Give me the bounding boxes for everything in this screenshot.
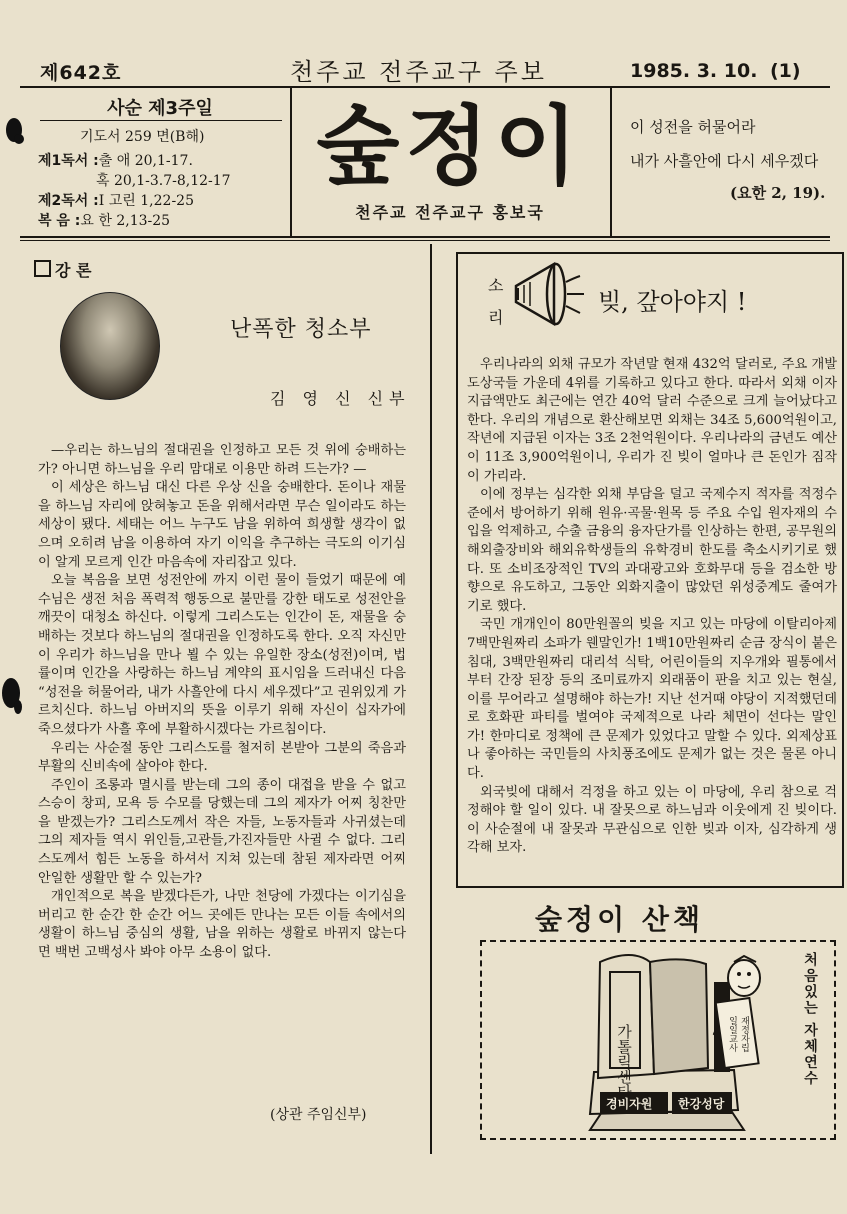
column-label-top: 소: [488, 276, 504, 295]
ink-blot: [14, 700, 22, 714]
column-label: [488, 270, 503, 334]
quote-line-2: 내가 사흘안에 다시 세우겠다: [630, 152, 819, 170]
column-paragraph: 우리나라의 외채 규모가 작년말 현재 432억 달러로, 주요 개발도상국들 가운데 4위를 기록하고 있다고 한다. 따라서 외채 이자 지급액만도 최근에는 연간 40억 달러 수준으로 크게 늘어났다고 한다. 우리의 개념으로 환산해보면 외채는 34조 5,600억원이고, 작년에 지급된 이자는 3조 2천억원이다. 우리나라의 금년도 예산이 11조 3,900억원이니, 우리가 진 빚이 얼마나 큰 돈인가 짐작이 가리라.: [467, 357, 837, 484]
editorial-paragraph: 오늘 복음을 보면 성전안에 까지 이런 물이 들었기 때문에 예수님은 생전 처음 폭력적 행동으로 불만를 강한 태도로 성전안을 깨끗이 대청소 하신다. 이렇게 그리스도는 인간이 돈, 재물을 숭배하는 것보다 하느님의 절대권을 인정하도록 한다. 오직 자신만이 우리가 하느님을 만나 뵐 수 있는 유일한 장소(성전)이며, 법률이며 인간을 사랑하는 하느님 계약의 표시임을 드러내신 다음 “성전을 허물어라, 내가 사흘안에 다시 세우겠다”고 권위있게 가르치신다. 하느님 아버지의 뜻을 이루기 위해 자신이 십자가에 죽으셨다가 사흘 후에 부활하시겠다는 가르침이다.: [38, 573, 406, 737]
header-bottom-rule-thin: [20, 240, 830, 241]
issue-date: 1985. 3. 10.: [630, 60, 758, 82]
column-body: [467, 356, 837, 858]
column-paragraph: 국민 개개인이 80만원꼴의 빚을 지고 있는 마당에 이탈리아제 7백만원짜리 소파가 웬말인가! 1백10만원짜리 순금 장식이 붙은 침대, 3백만원짜리 대리석 식탁, 어린이들의 지우개와 필통에서부터 간장 된장 등의 조미료까지 외래품이 판을 치고 있는 현실, 이를 무어라고 설명해야 하는가! 지난 선거때 야당이 지적했던데로 호화판 파티를 벌여야 국제적으로 나라 체면이 선다는 말인가! 한마디로 정책에 큰 문제가 있었다고 말할 수 있다. 외제상표나 좋아하는 국민들의 사치풍조에도 문제가 없는 것은 물론 아니다.: [467, 617, 837, 782]
column-paragraph: 외국빚에 대해서 걱정을 하고 있는 이 마당에, 우리 참으로 걱정해야 할 일이 있다. 내 잘못으로 하느님과 이웃에게 진 빚이다. 이 사순절에 내 잘못과 무관심으로 인한 빚과 이자, 심각하게 생각해 보자.: [467, 784, 837, 856]
gospel-reading: [38, 210, 288, 230]
quote-separator: [610, 88, 612, 236]
editorial-paragraph: 우리는 사순절 동안 그리스도를 철저히 본받아 그분의 죽음과 부활의 신비속에 살아야 한다.: [38, 740, 406, 775]
cartoon-illustration: [482, 942, 830, 1134]
section-label: 강 론: [55, 261, 92, 280]
editorial-paragraph: —우리는 하느님의 절대권을 인정하고 모든 것 위에 숭배하는가? 아니면 하느님을 우리 맘대로 이용만 하려 드는가? —: [38, 443, 406, 477]
placard-text-2: 재정자립: [739, 1016, 749, 1052]
quote-reference: (요한 2, 19).: [730, 184, 826, 202]
prayer-book: 기도서 259 면(B해): [80, 129, 205, 145]
second-reading-ref: I 고린 1,22-25: [98, 193, 194, 209]
quote-line-1: 이 성전을 허물어라: [630, 118, 756, 136]
cartoon-section-title: 숲정이 산책: [535, 903, 704, 936]
gospel-ref: 요 한 2,13-25: [80, 213, 171, 229]
publisher-subtitle: 천주교 전주교구 홍보국: [355, 203, 545, 222]
first-reading-ref: 출 애 20,1-17.: [98, 153, 193, 169]
editorial-byline: 김 영 신 신부: [270, 389, 411, 408]
booth-sign: 가톨릭센타: [615, 1024, 633, 1099]
box-icon: [34, 260, 51, 277]
liturgical-sunday: 사순 제3주일: [107, 98, 213, 119]
masthead-rule: [20, 86, 830, 88]
first-reading: [38, 150, 288, 170]
placard-text: 일일교사: [727, 1016, 737, 1052]
readings-block: [38, 126, 288, 230]
base-label-left: 경비자원: [606, 1097, 653, 1111]
editorial-title: 난폭한 청소부: [230, 317, 372, 342]
column-title: 빚, 갚아야지 !: [598, 288, 747, 316]
editorial-paragraph: 개인적으로 복을 받겠다든가, 나만 천당에 가겠다는 이기심을 버리고 한 순간 한 순간 어느 곳에든 만나는 모든 이들 속에서의 생활이 하느님 중심의 생활, 남을 위하는 생활로 바뀌지 않는다면 백번 고백성사 봐야 아무 소용이 없다.: [38, 889, 406, 961]
header-bottom-rule: [20, 236, 830, 238]
megaphone-icon: [510, 258, 590, 330]
editorial-paragraph: 이 세상은 하느님 대신 다른 우상 신을 숭배한다. 돈이나 재물을 하느님 자리에 앉혀놓고 돈을 위해서라면 무슨 일이라도 하는 세상이 됐다. 세태는 어느 누구도 남을 위하여 희생할 생각이 없으며 오히려 남을 이용하여 자기 이익을 추구하는 극도의 이기심이 알게 모르게 인간 마음속에 자리잡고 있다.: [38, 480, 406, 570]
readings-separator: [290, 88, 292, 236]
first-reading-alt: 혹 20,1-3.7-8,12-17: [96, 173, 231, 189]
second-reading-label: 제2독서 :: [38, 193, 99, 209]
publication-name: 천주교 전주교구 주보: [290, 58, 547, 86]
editorial-paragraph: 주인이 조롱과 멸시를 받는데 그의 종이 대접을 받을 수 없고 스승이 창피, 모욕 등 수모를 당했는데 그의 제자가 어찌 칭찬만을 받겠는가? 그리스도께서 작은 자들, 노동자들과 사귀셨는데 그의 제자들 역시 위인들,고관들,가진자들만 사귈 수 없다. 그리스도께서 힘든 노동을 하셔서 지쳐 있는데 참된 제자라면 어찌 안일한 생활만 할 수 있는가?: [38, 777, 406, 886]
author-photo: [60, 292, 160, 400]
column-paragraph: 이에 정부는 심각한 외채 부담을 덜고 국제수지 적자를 적정수준에서 방어하기 위해 원유·곡물·원목 등 주요 수입 원자재의 수입을 억제하고, 수출 금융의 융자단가를 인상하는 한편, 공무원의 해외출장비와 해외유학생들의 유학경비 한도를 축소시키기로 했다. 또 소비조장적인 TV의 과대광고와 호화무대 등을 검소한 방향으로 유도하고, 그동안 외화지출이 많았던 위성중계도 줄여가기로 했다.: [467, 487, 837, 614]
page-number: (1): [770, 60, 801, 82]
column-label-bottom: 리: [488, 308, 504, 327]
readings-divider: [40, 120, 282, 121]
ink-blot: [14, 134, 24, 144]
gospel-label: 복 음 :: [38, 213, 81, 229]
column-separator: [430, 244, 432, 1154]
second-reading: [38, 190, 288, 210]
base-label-right: 한강성당: [678, 1097, 725, 1111]
first-reading-label: 제1독서 :: [38, 153, 99, 169]
editorial-body: [38, 442, 406, 963]
newsletter-logo: 숲정이: [316, 97, 584, 197]
section-header: [34, 258, 91, 281]
issue-number: 제642호: [40, 62, 122, 84]
cartoon-caption: 처음있는 자체연수: [802, 952, 818, 1087]
editorial-signoff: (상관 주임신부): [270, 1107, 367, 1123]
